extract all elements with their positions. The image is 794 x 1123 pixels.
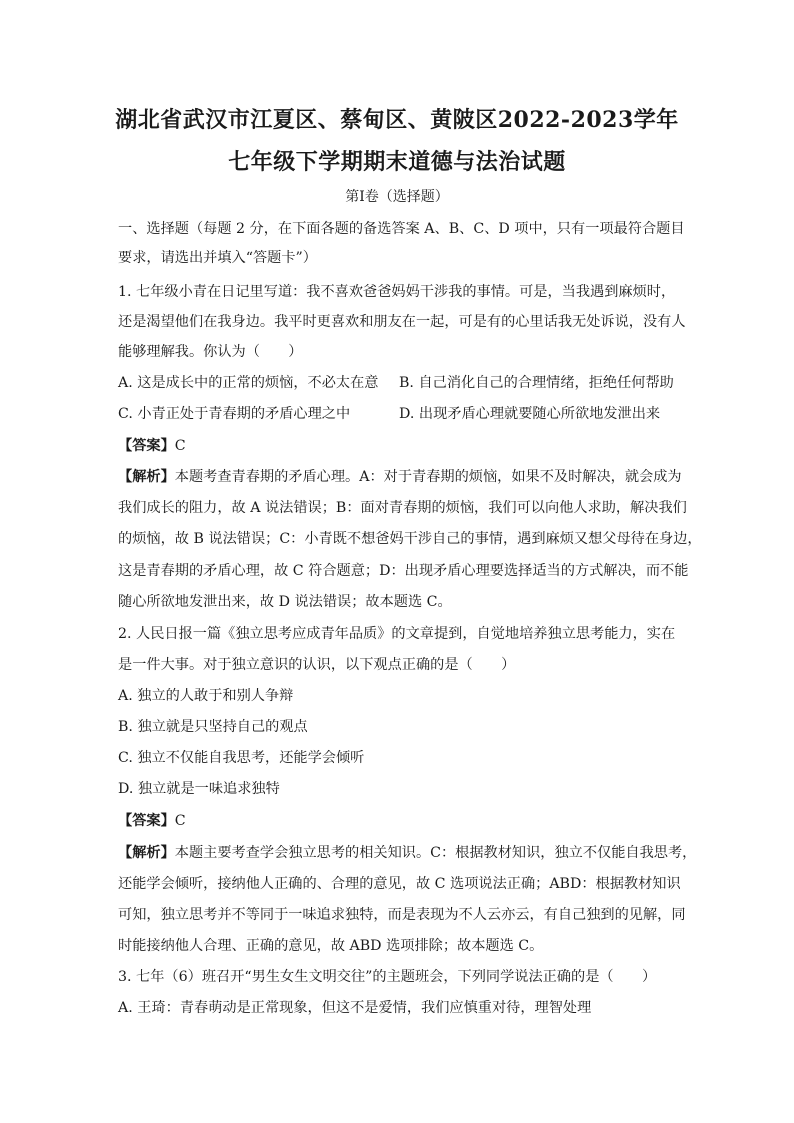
- q2-answer-label: 【答案】: [118, 813, 175, 829]
- q1-option-c: C. 小青正处于青春期的矛盾心理之中: [118, 406, 351, 422]
- q1-analysis-line-2: 我们成长的阻力，故 A 说法错误；B：面对青春期的烦恼，我们可以向他人求助，解决我们: [118, 500, 687, 516]
- volume-label: 第Ⅰ卷（选择题）: [345, 189, 449, 205]
- q1-option-d: D. 出现矛盾心理就要随心所欲地发泄出来: [399, 406, 661, 422]
- q1-analysis-label: 【解析】: [118, 469, 175, 485]
- q2-analysis-text-1: 本题主要考查学会独立思考的相关知识。C：根据教材知识，独立不仅能自我思考，: [174, 845, 697, 861]
- title-line-2: 七年级下学期期末道德与法治试题: [228, 149, 566, 175]
- q1-stem-line-3: 能够理解我。你认为（ ）: [118, 344, 303, 360]
- q2-stem-line-2: 是一件大事。对于独立意识的认识，以下观点正确的是（ ）: [118, 657, 516, 673]
- q1-answer: [118, 436, 186, 456]
- q2-option-c: C. 独立不仅能自我思考，还能学会倾听: [118, 750, 365, 766]
- section-instruction-line-2: 要求，请选出并填入“答题卡”）: [118, 250, 317, 266]
- title-line-1: 湖北省武汉市江夏区、蔡甸区、黄陂区2022-2023学年: [115, 107, 679, 133]
- q3-stem-line-1: 3. 七年（6）班召开“男生女生文明交往”的主题班会，下列同学说法正确的是（ ）: [118, 969, 657, 985]
- q2-analysis-line-3: 可知，独立思考并不等同于一味追求独特，而是表现为不人云亦云，有自己独到的见解，同: [118, 907, 686, 923]
- q2-analysis-line-1: [118, 843, 696, 863]
- q1-analysis-line-4: 这是青春期的矛盾心理，故 C 符合题意；D：出现矛盾心理要选择适当的方式解决，而不能: [118, 563, 689, 579]
- q2-option-a: A. 独立的人敢于和别人争辩: [118, 688, 294, 704]
- q1-stem-line-2: 还是渴望他们在我身边。我平时更喜欢和朋友在一起，可是有的心里话我无处诉说，没有人: [118, 314, 686, 330]
- q2-answer-value: C: [174, 813, 186, 829]
- q1-analysis-line-1: [118, 467, 682, 487]
- q2-answer: [118, 811, 186, 831]
- section-instruction-line-1: 一、选择题（每题 2 分，在下面各题的备选答案 A、B、C、D 项中，只有一项最符合题目: [118, 221, 685, 237]
- q2-option-b: B. 独立就是只坚持自己的观点: [118, 719, 308, 735]
- q2-option-d: D. 独立就是一味追求独特: [118, 781, 280, 797]
- q2-stem-line-1: 2. 人民日报一篇《独立思考应成青年品质》的文章提到，自觉地培养独立思考能力，实在: [118, 626, 676, 642]
- q3-option-a: A. 王琦：青春萌动是正常现象，但这不是爱情，我们应慎重对待，理智处理: [118, 1000, 592, 1016]
- q2-analysis-line-4: 时能接纳他人合理、正确的意见，故 ABD 选项排除；故本题选 C。: [118, 938, 544, 954]
- q1-answer-label: 【答案】: [118, 438, 175, 454]
- q1-analysis-line-5: 随心所欲地发泄出来，故 D 说法错误；故本题选 C。: [118, 594, 452, 610]
- q1-analysis-text-1: 本题考查青春期的矛盾心理。A：对于青春期的烦恼，如果不及时解决，就会成为: [174, 469, 682, 485]
- q1-answer-value: C: [174, 438, 186, 454]
- q2-analysis-line-2: 还能学会倾听，接纳他人正确的、合理的意见，故 C 选项说法正确；ABD：根据教材知识: [118, 876, 681, 892]
- q2-analysis-label: 【解析】: [118, 845, 175, 861]
- q1-option-b: B. 自己消化自己的合理情绪，拒绝任何帮助: [399, 375, 674, 391]
- q1-option-a: A. 这是成长中的正常的烦恼，不必太在意: [118, 375, 379, 391]
- q1-analysis-line-3: 的烦恼，故 B 说法错误；C：小青既不想爸妈干涉自己的事情，遇到麻烦又想父母待在身边，: [118, 531, 702, 547]
- q1-stem-line-1: 1. 七年级小青在日记里写道：我不喜欢爸爸妈妈干涉我的事情。可是，当我遇到麻烦时，: [118, 284, 676, 300]
